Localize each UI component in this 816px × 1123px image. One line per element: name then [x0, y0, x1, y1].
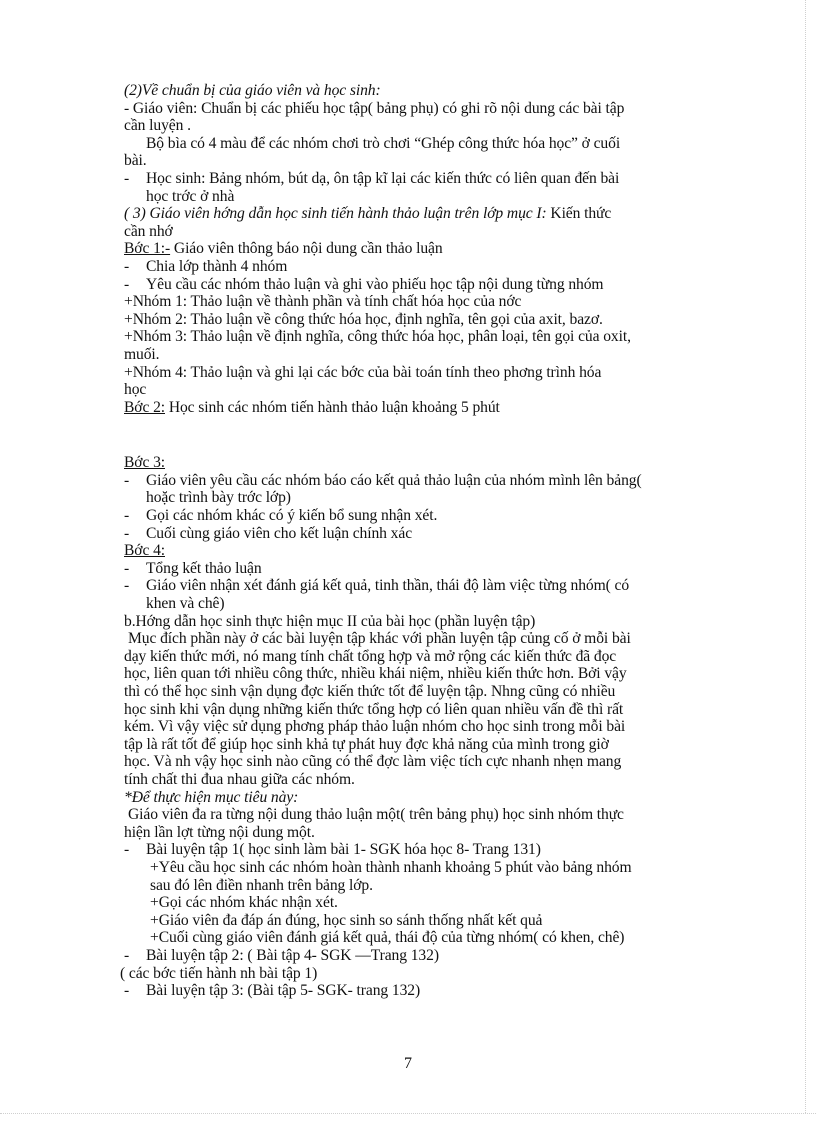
sub-item: +Cuối cùng giáo viên đánh giá kết quả, thái độ của từng nhóm( có khen, chê) [150, 929, 625, 947]
list-item-text: Chia lớp thành 4 nhóm [146, 257, 288, 275]
text-line: học [124, 381, 147, 399]
paragraph-line: học. Và nh vậy học sinh nào cũng có thể đợc làm việc tích cực nhanh nhẹn mang [124, 753, 622, 771]
group-2-line: +Nhóm 2: Thảo luận về công thức hóa học, định nghĩa, tên gọi của axit, bazơ. [124, 310, 603, 328]
list-item-text: Giáo viên yêu cầu các nhóm báo cáo kết quả thảo luận của nhóm mình lên bảng( [146, 471, 642, 489]
step-1-line [124, 240, 744, 258]
step-1-label: Bớc 1:- [124, 240, 171, 258]
paragraph-line: tính chất thi đua nhau giữa các nhóm. [124, 770, 355, 788]
group-1-line: +Nhóm 1: Thảo luận về thành phần và tính chất hóa học của nớc [124, 293, 522, 311]
heading-normal-part: Kiến thức [550, 205, 612, 223]
list-item [124, 472, 744, 490]
sub-item: sau đó lên điền nhanh trên bảng lớp. [150, 876, 373, 894]
paragraph-line: thì có thể học sinh vận dụng đợc kiến thức tốt để luyện tập. Nhng cũng có nhiều [124, 683, 616, 700]
sub-item: +Gọi các nhóm khác nhận xét. [150, 894, 338, 912]
heading-italic-part: ( 3) Giáo viên hớng dẫn học sinh tiến hành thảo luận trên lớp mục I: [124, 205, 547, 223]
section-heading-preparation: (2)Về chuẩn bị của giáo viên và học sinh: [124, 82, 381, 99]
step-3-label: Bớc 3: [124, 454, 165, 472]
group-3-line: +Nhóm 3: Thảo luận về định nghĩa, công thức hóa học, phân loại, tên gọi của oxit, [124, 328, 631, 346]
step-1-text: Giáo viên thông báo nội dung cần thảo luận [173, 240, 443, 258]
dash-bullet: - [124, 841, 130, 859]
list-item [124, 982, 744, 1000]
list-item-text: Giáo viên nhận xét đánh giá kết quả, tinh thần, thái độ làm việc từng nhóm( có [146, 577, 630, 595]
paragraph-line: hiện lần lợt từng nội dung một. [124, 823, 315, 841]
blank-space [124, 416, 744, 454]
list-item [124, 525, 744, 543]
text-line: học trớc ở nhà [146, 187, 235, 205]
list-item-text: Bài luyện tập 2: ( Bài tập 4- SGK —Trang 132) [146, 946, 439, 964]
text-line: bài. [124, 152, 147, 170]
list-item-text: Học sinh: Bảng nhóm, bút dạ, ôn tập kĩ lại các kiến thức có liên quan đến bài [146, 169, 620, 187]
list-item [124, 507, 744, 525]
list-item [124, 577, 744, 595]
list-item [124, 560, 744, 578]
dash-bullet: - [124, 507, 130, 525]
text-line: hoặc trình bày trớc lớp) [146, 489, 291, 507]
dash-bullet: - [124, 577, 130, 595]
dash-bullet: - [124, 524, 130, 542]
text-line: ( các bớc tiến hành nh bài tập 1) [120, 964, 318, 982]
step-2-label: Bớc 2: [124, 398, 165, 416]
dash-bullet: - [124, 982, 130, 1000]
sub-item: +Giáo viên đa đáp án đúng, học sinh so sánh thống nhất kết quả [150, 911, 543, 929]
text-line: muối. [124, 345, 160, 363]
dash-bullet: - [124, 257, 130, 275]
list-item-text: Yêu cầu các nhóm thảo luận và ghi vào phiếu học tập nội dung từng nhóm [146, 275, 604, 293]
text-line: Bộ bìa có 4 màu để các nhóm chơi trò chơi “Ghép công thức hóa học” ở cuối [146, 134, 621, 152]
section-heading-practice: b.Hớng dẫn học sinh thực hiện mục II của bài học (phần luyện tập) [124, 612, 536, 630]
paragraph-line: dạy kiến thức mới, nó mang tính chất tổng hợp và mở rộng các kiến thức đã đọc [124, 647, 617, 665]
text-line: cần nhớ [124, 222, 173, 240]
list-item-text: Bài luyện tập 1( học sinh làm bài 1- SGK hóa học 8- Trang 131) [146, 841, 541, 859]
list-item-text: Bài luyện tập 3: (Bài tập 5- SGK- trang 132) [146, 982, 421, 1000]
page-right-border [805, 0, 806, 1113]
step-2-line [124, 399, 744, 417]
dash-bullet: - [124, 946, 130, 964]
list-item-text: Gọi các nhóm khác có ý kiến bổ sung nhận xét. [146, 507, 438, 525]
paragraph-line: Giáo viên đa ra từng nội dung thảo luận một( trên bảng phụ) học sinh nhóm thực [128, 806, 624, 824]
list-item [124, 170, 744, 188]
objective-heading: *Để thực hiện mục tiêu này: [124, 788, 299, 806]
sub-item: +Yêu cầu học sinh các nhóm hoàn thành nhanh khoảng 5 phút vào bảng nhóm [150, 858, 632, 876]
document-body [120, 82, 744, 1000]
list-item-text: Cuối cùng giáo viên cho kết luận chính xác [146, 524, 413, 542]
paragraph-line: Mục đích phần này ở các bài luyện tập khác với phần luyện tập củng cố ở mỗi bài [128, 630, 631, 648]
dash-bullet: - [124, 559, 130, 577]
list-item [124, 947, 744, 965]
list-item [124, 841, 744, 859]
paragraph-line: kém. Vì vậy việc sử dụng phơng pháp thảo luận nhóm cho học sinh trong mỗi bài [124, 718, 626, 736]
list-item [124, 276, 744, 294]
list-item-text: Tổng kết thảo luận [146, 559, 262, 577]
section-heading-discussion [124, 205, 744, 223]
text-line: cần luyện . [124, 117, 191, 135]
page-number: 7 [404, 1055, 412, 1072]
paragraph-line: học sinh khi vận dụng những kiến thức tổng hợp có liên quan nhiều vấn đề thì rất [124, 700, 624, 718]
list-item [124, 258, 744, 276]
step-2-text: Học sinh các nhóm tiến hành thảo luận khoảng 5 phút [168, 398, 500, 416]
dash-bullet: - [124, 169, 130, 187]
paragraph-line: học, liên quan tới nhiều công thức, nhiều khái niệm, nhiều kiến thức hơn. Bởi vậy [124, 665, 627, 683]
group-4-line: +Nhóm 4: Thảo luận và ghi lại các bớc của bài toán tính theo phơng trình hóa [124, 363, 602, 381]
paragraph-line: tập là rất tốt để giúp học sinh khả tự phát huy đợc khả năng của mình trong giờ [124, 735, 609, 753]
teacher-preparation-line: - Giáo viên: Chuẩn bị các phiếu học tập( bảng phụ) có ghi rõ nội dung các bài tập [124, 99, 625, 117]
step-4-label: Bớc 4: [124, 542, 165, 560]
dash-bullet: - [124, 275, 130, 293]
dash-bullet: - [124, 471, 130, 489]
text-line: khen và chê) [146, 595, 225, 613]
page-bottom-border [0, 1113, 816, 1114]
